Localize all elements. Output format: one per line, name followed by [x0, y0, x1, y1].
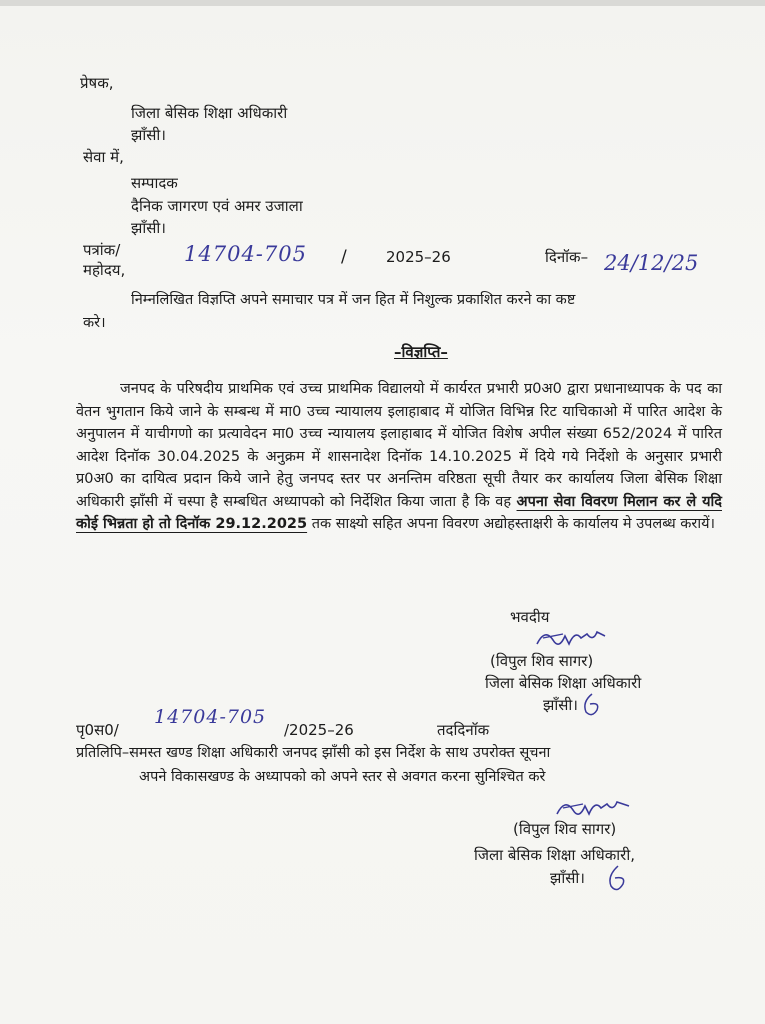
- initial-mark-1: [580, 692, 602, 718]
- officer-name-1: (विपुल शिव सागर): [490, 652, 594, 670]
- notice-body: [76, 378, 722, 536]
- endorsement-label: पृ0स0/: [76, 721, 119, 739]
- ref-slash: /: [341, 247, 347, 267]
- endorsement-year: /2025–26: [284, 721, 354, 739]
- recipient-city: झाँसी।: [131, 219, 166, 237]
- letter-year: 2025–26: [386, 248, 451, 266]
- initial-mark-2: [605, 864, 629, 894]
- officer-city-1: झाँसी।: [543, 696, 578, 714]
- letter-page: [0, 6, 765, 1024]
- officer-designation-1: जिला बेसिक शिक्षा अधिकारी: [485, 674, 642, 692]
- recipient-label: सेवा में,: [83, 148, 124, 166]
- handwritten-endorsement-number: 14704-705: [154, 706, 267, 728]
- notice-heading: –विज्ञप्ति–: [394, 343, 448, 361]
- officer-designation-2: जिला बेसिक शिक्षा अधिकारी,: [474, 846, 635, 864]
- letter-number-label: पत्रांक/: [83, 241, 121, 259]
- endorsement-date-label: तददिनॉक: [437, 721, 490, 739]
- copy-line-1: प्रतिलिपि–समस्त खण्ड शिक्षा अधिकारी जनपद झाँसी को इस निर्देश के साथ उपरोक्त सूचना: [76, 745, 551, 761]
- copy-line-2: अपने विकासखण्ड के अध्यापको को अपने स्तर से अवगत करना सुनिश्चित करे: [139, 769, 546, 785]
- handwritten-date: 24/12/25: [604, 251, 699, 275]
- sender-label: प्रेषक,: [80, 74, 114, 92]
- notice-body-part-2: तक साक्ष्यो सहित अपना विवरण अद्योहस्ताक्षरी के कार्यालय मे उपलब्ध करायें।: [307, 516, 716, 532]
- handwritten-letter-number: 14704-705: [184, 242, 307, 266]
- recipient-title: सम्पादक: [131, 174, 178, 192]
- date-label: दिनॉक–: [545, 248, 589, 266]
- sender-office: जिला बेसिक शिक्षा अधिकारी: [131, 104, 288, 122]
- officer-city-2: झाँसी।: [550, 869, 585, 887]
- sender-city: झाँसी।: [131, 126, 166, 144]
- notice-body-highlight: अपना सेवा विवरण मिलान कर ले यदि कोई भिन्नता हो तो दिनॉक 29.12.2025: [76, 493, 722, 532]
- officer-name-2: (विपुल शिव सागर): [513, 820, 617, 838]
- recipient-papers: दैनिक जागरण एवं अमर उजाला: [131, 197, 303, 215]
- salutation: महोदय,: [83, 261, 126, 279]
- yours-faithfully: भवदीय: [510, 608, 550, 626]
- request-line-1: निम्नलिखित विज्ञप्ति अपने समाचार पत्र में जन हित में निशुल्क प्रकाशित करने का कष्ट: [131, 292, 576, 308]
- notice-body-part-1: जनपद के परिषदीय प्राथमिक एवं उच्च प्राथमिक विद्यालयो में कार्यरत प्रभारी प्र0अ0 द्वारा प्रधानाध्यापक के पद का वेतन भुगतान किये जाने के सम्बन्ध में मा0 उच्च न्यायालय इलाहाबाद में योजित विभिन्न रिट याचिकाओ में पारित आदेश के अनुपालन में याचीगणो का प्रत्यावेदन मा0 उच्च न्यायालय इलाहाबाद में योजित विशेष अपील संख्या 652/2024 में पारित आदेश दिनॉक 30.04.2025 के अनुक्रम में शासनादेश दिनॉक 14.10.2025 में दिये गये निर्देशो के अनुसार प्रभारी प्र0अ0 का दायित्व प्रदान किये जाने हेतु जनपद स्तर पर अनन्तिम वरिष्ठता सूची तैयार कर कार्यालय जिला बेसिक शिक्षा अधिकारी झाँसी में चस्पा है सम्बधित अध्यापको को निर्देशित किया जाता है कि वह: [76, 381, 722, 510]
- request-line-2: करे।: [83, 315, 106, 331]
